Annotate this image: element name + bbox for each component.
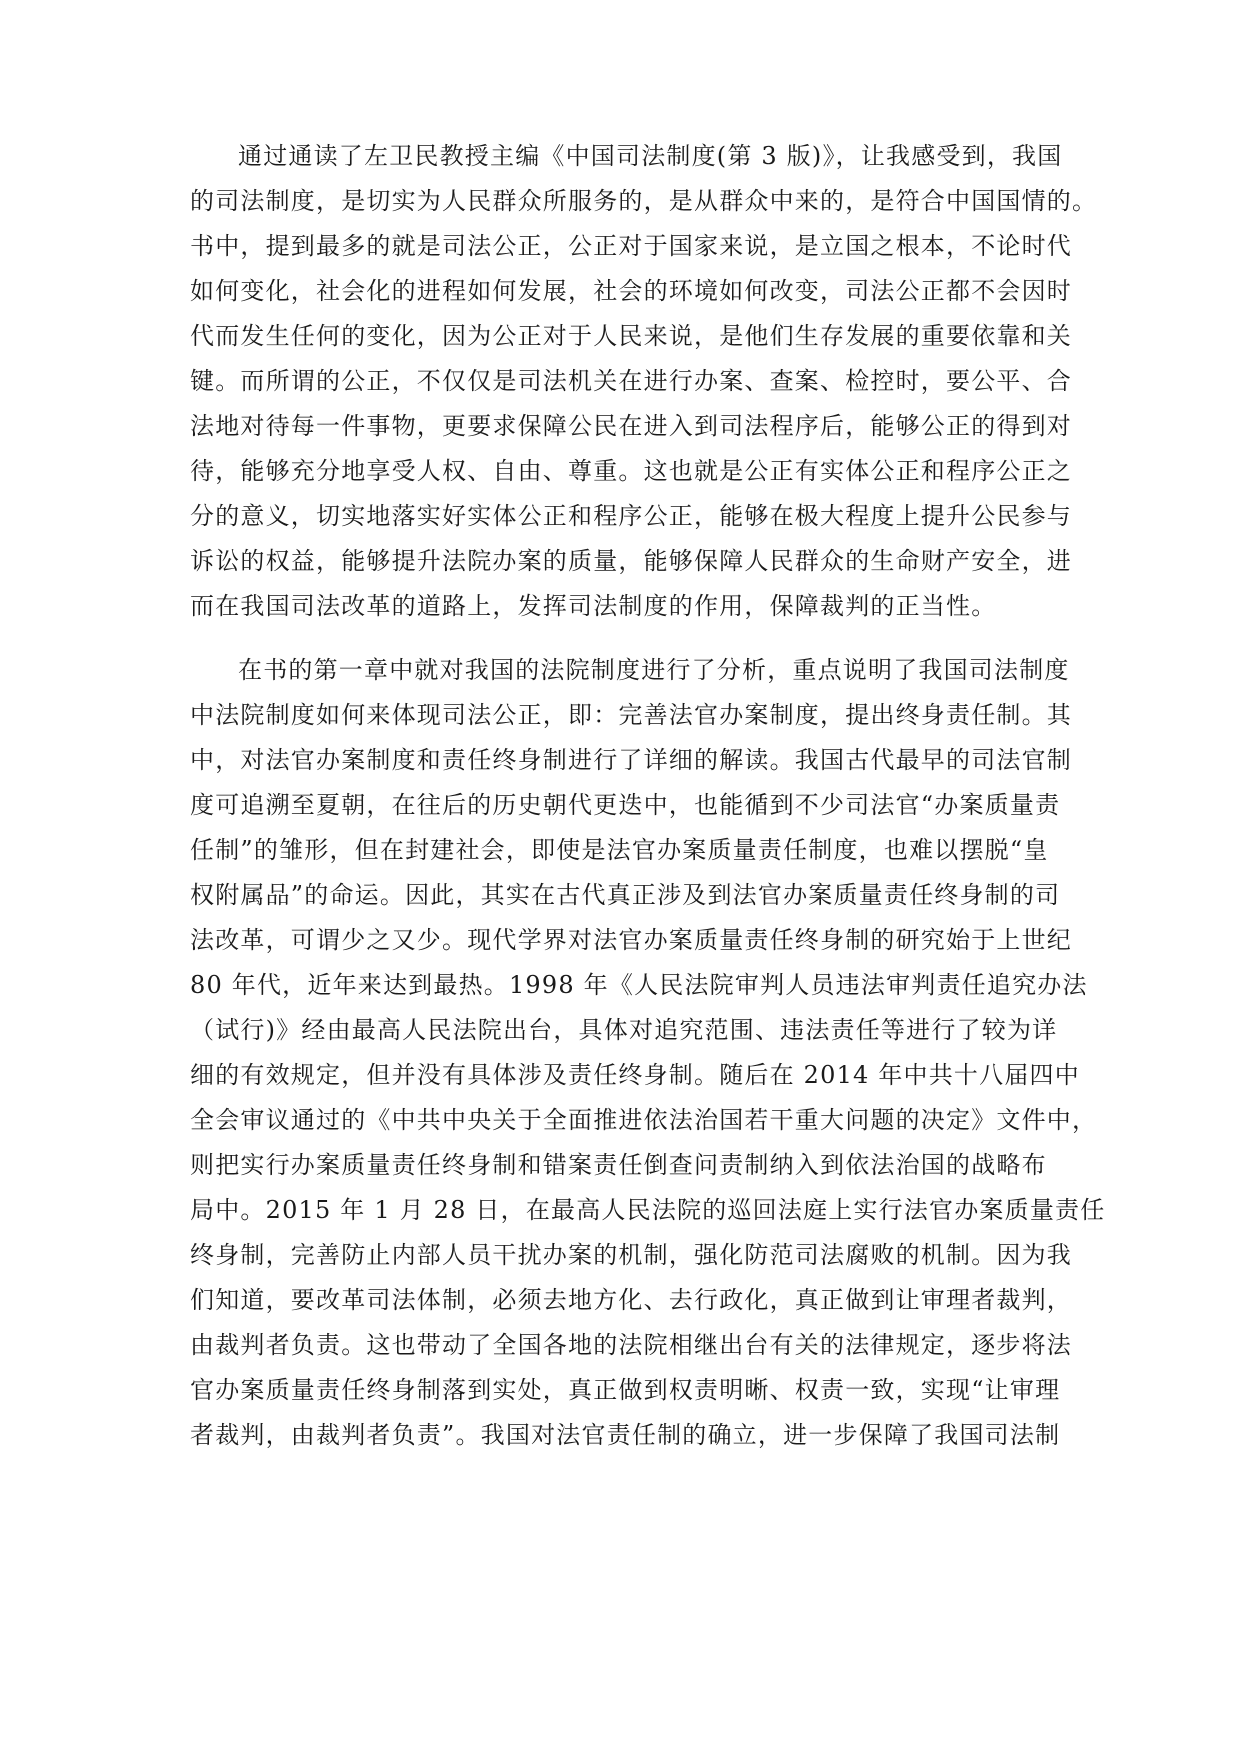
paragraph-2-line: 度可追溯至夏朝，在往后的历史朝代更迭中，也能循到不少司法官“办案质量责 xyxy=(190,791,1061,819)
paragraph-2-line: 局中。2015 年 1 月 28 日，在最高人民法院的巡回法庭上实行法官办案质量责任 xyxy=(190,1196,1106,1224)
paragraph-1-line: 书中，提到最多的就是司法公正，公正对于国家来说，是立国之根本，不论时代 xyxy=(190,232,1072,260)
paragraph-1-line: 诉讼的权益，能够提升法院办案的质量，能够保障人民群众的生命财产安全，进 xyxy=(190,547,1072,575)
paragraph-1-line: 如何变化，社会化的进程如何发展，社会的环境如何改变，司法公正都不会因时 xyxy=(190,277,1072,305)
paragraph-1-line: 法地对待每一件事物，更要求保障公民在进入到司法程序后，能够公正的得到对 xyxy=(190,412,1072,440)
paragraph-2-line: 中法院制度如何来体现司法公正，即：完善法官办案制度，提出终身责任制。其 xyxy=(190,701,1072,729)
paragraph-1-line: 键。而所谓的公正，不仅仅是司法机关在进行办案、查案、检控时，要公平、合 xyxy=(190,367,1072,395)
paragraph-2-line: 中，对法官办案制度和责任终身制进行了详细的解读。我国古代最早的司法官制 xyxy=(190,746,1072,774)
paragraph-2-line: 官办案质量责任终身制落到实处，真正做到权责明晰、权责一致，实现“让审理 xyxy=(190,1376,1061,1404)
paragraph-2-line: 由裁判者负责。这也带动了全国各地的法院相继出台有关的法律规定，逐步将法 xyxy=(190,1331,1072,1359)
paragraph-2-line: 者裁判，由裁判者负责”。我国对法官责任制的确立，进一步保障了我国司法制 xyxy=(190,1421,1061,1449)
paragraph-2-line: 法改革，可谓少之又少。现代学界对法官办案质量责任终身制的研究始于上世纪 xyxy=(190,926,1072,954)
paragraph-1-line: 代而发生任何的变化，因为公正对于人民来说，是他们生存发展的重要依靠和关 xyxy=(190,322,1072,350)
paragraph-1-line: 分的意义，切实地落实好实体公正和程序公正，能够在极大程度上提升公民参与 xyxy=(190,502,1072,530)
paragraph-2-line: 终身制，完善防止内部人员干扰办案的机制，强化防范司法腐败的机制。因为我 xyxy=(190,1241,1072,1269)
paragraph-1-line: 的司法制度，是切实为人民群众所服务的，是从群众中来的，是符合中国国情的。 xyxy=(190,187,1098,215)
paragraph-2-line: 全会审议通过的《中共中央关于全面推进依法治国若干重大问题的决定》文件中， xyxy=(190,1106,1098,1134)
paragraph-2-line: 细的有效规定，但并没有具体涉及责任终身制。随后在 2014 年中共十八届四中 xyxy=(190,1061,1080,1089)
paragraph-2-line: 们知道，要改革司法体制，必须去地方化、去行政化，真正做到让审理者裁判， xyxy=(190,1286,1072,1314)
paragraph-1-line: 而在我国司法改革的道路上，发挥司法制度的作用，保障裁判的正当性。 xyxy=(190,592,997,620)
paragraph-2-line: 任制”的雏形，但在封建社会，即使是法官办案质量责任制度，也难以摆脱“皇 xyxy=(190,836,1049,864)
paragraph-1-line: 通过通读了左卫民教授主编《中国司法制度(第 3 版)》，让我感受到，我国 xyxy=(238,142,1063,170)
paragraph-2-line: 80 年代，近年来达到最热。1998 年《人民法院审判人员违法审判责任追究办法 xyxy=(190,971,1088,999)
paragraph-2-line: 在书的第一章中就对我国的法院制度进行了分析，重点说明了我国司法制度 xyxy=(238,656,1070,684)
paragraph-1-line: 待，能够充分地享受人权、自由、尊重。这也就是公正有实体公正和程序公正之 xyxy=(190,457,1072,485)
paragraph-2-line: 权附属品”的命运。因此，其实在古代真正涉及到法官办案质量责任终身制的司 xyxy=(190,881,1061,909)
paragraph-2-line: （试行)》经由最高人民法院出台，具体对追究范围、违法责任等进行了较为详 xyxy=(190,1016,1058,1044)
paragraph-2-line: 则把实行办案质量责任终身制和错案责任倒查问责制纳入到依法治国的战略布 xyxy=(190,1151,1047,1179)
